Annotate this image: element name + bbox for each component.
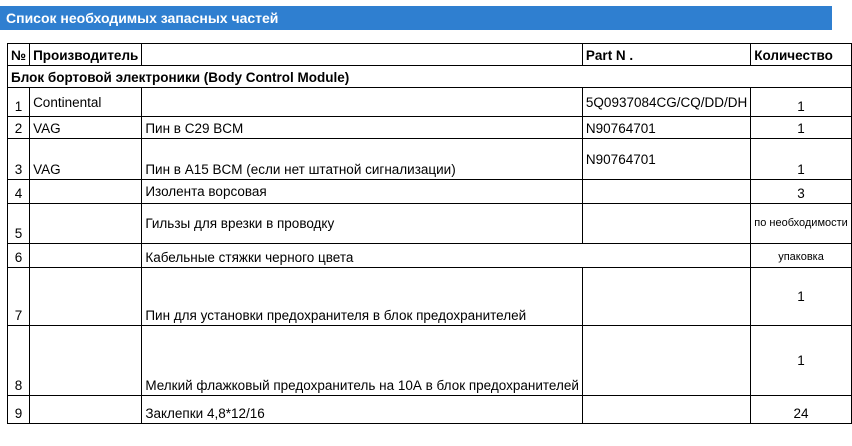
table-row [8,88,852,117]
header-part-number: Part N . [582,44,750,66]
row-description: Гильзы для врезки в проводку [142,204,583,244]
row-manufacturer [30,180,142,204]
row-num: 8 [8,326,30,396]
row-part-number: 5Q0937084CG/CQ/DD/DH [582,88,750,117]
row-description: Заклепки 4,8*12/16 [142,396,583,424]
row-part-number: N90764701 [582,117,750,139]
table-row [8,204,852,244]
row-part-number [582,396,750,424]
table-row [8,396,852,424]
table-row [8,268,852,326]
row-quantity: 3 [751,180,852,204]
row-manufacturer: VAG [30,139,142,180]
row-description: Изолента ворсовая [142,180,583,204]
row-num: 5 [8,204,30,244]
section-row [8,66,852,88]
row-num: 7 [8,268,30,326]
row-description: Пин в А15 BCM (если нет штатной сигнализации) [142,139,583,180]
table-row [8,326,852,396]
table-row [8,244,852,268]
row-manufacturer [30,244,142,268]
header-row [8,44,852,66]
row-num: 1 [8,88,30,117]
row-manufacturer [30,268,142,326]
table-row [8,117,852,139]
row-part-number: N90764701 [582,139,750,180]
row-num: 9 [8,396,30,424]
row-num: 4 [8,180,30,204]
row-manufacturer: Continental [30,88,142,117]
row-quantity: 1 [751,326,852,396]
row-description: Пин для установки предохранителя в блок предохранителей [142,268,583,326]
header-description [142,44,583,66]
row-quantity: по необходимости [751,204,852,244]
row-quantity: 1 [751,268,852,326]
row-manufacturer: VAG [30,117,142,139]
row-quantity: 1 [751,117,852,139]
row-description [142,88,583,117]
row-num: 6 [8,244,30,268]
row-num: 3 [8,139,30,180]
row-part-number [582,204,750,244]
row-description: Пин в С29 BCM [142,117,583,139]
row-part-number [582,326,750,396]
header-manufacturer: Производитель [30,44,142,66]
row-quantity: 1 [751,88,852,117]
row-quantity: 1 [751,139,852,180]
parts-table [7,43,852,424]
row-quantity: упаковка [751,244,852,268]
row-manufacturer [30,326,142,396]
row-description: Мелкий флажковый предохранитель на 10А в блок предохранителей [142,326,583,396]
row-part-number [582,268,750,326]
header-num: № [8,44,30,66]
row-manufacturer [30,396,142,424]
row-description: Кабельные стяжки черного цвета [142,244,751,268]
header-quantity: Количество [751,44,852,66]
row-part-number [582,180,750,204]
table-row [8,180,852,204]
section-title: Блок бортовой электроники (Body Control Module) [8,66,852,88]
sheet-title: Список необходимых запасных частей [0,6,832,30]
row-quantity: 24 [751,396,852,424]
row-num: 2 [8,117,30,139]
table-row [8,139,852,180]
row-manufacturer [30,204,142,244]
